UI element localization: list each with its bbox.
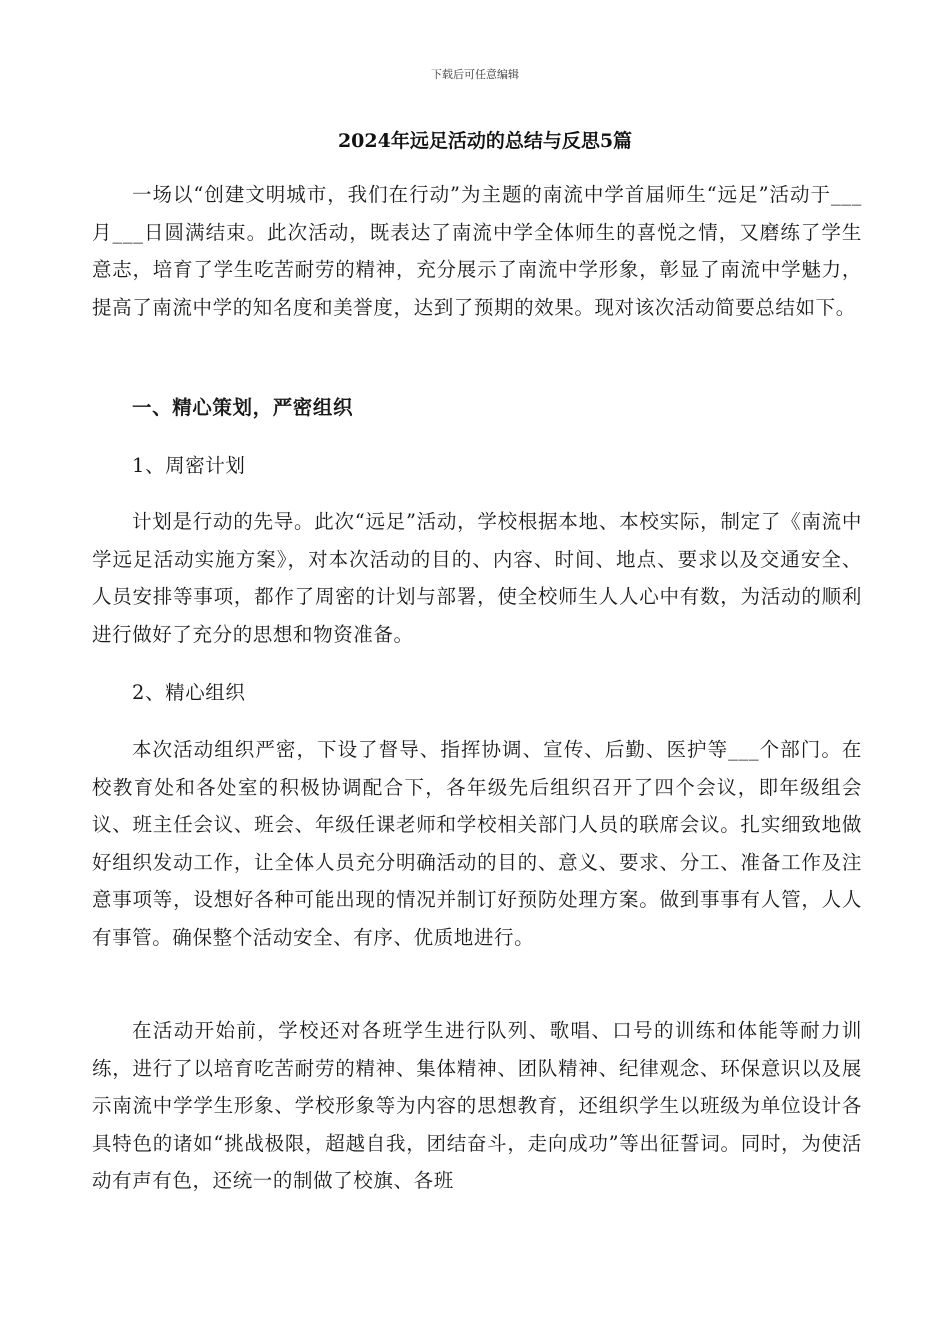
subheading-organize: 2、精心组织 bbox=[132, 681, 246, 704]
preparation-paragraph: 在活动开始前，学校还对各班学生进行队列、歌唱、口号的训练和体能等耐力训练，进行了以培育吃苦耐劳的精神、集体精神、团队精神、纪律观念、环保意识以及展示南流中学学生形象、学校形象等为内容的思想教育，还组织学生以班级为单位设计各具特色的诸如“挑战极限，超越自我，团结奋斗，走向成功”等出征誓词。同时，为使活动有声有色，还统一的制做了校旗、各班 bbox=[92, 1019, 862, 1192]
organize-paragraph: 本次活动组织严密，下设了督导、指挥协调、宣传、后勤、医护等___个部门。在校教育处和各处室的积极协调配合下，各年级先后组织召开了四个会议，即年级组会议、班主任会议、班会、年级任课老师和学校相关部门人员的联席会议。扎实细致地做好组织发动工作，让全体人员充分明确活动的目的、意义、要求、分工、准备工作及注意事项等，设想好各种可能出现的情况并制订好预防处理方案。做到事事有人管，人人有事管。确保整个活动安全、有序、优质地进行。 bbox=[92, 738, 862, 949]
subheading-plan: 1、周密计划 bbox=[132, 454, 246, 477]
document-title: 2024年远足活动的总结与反思5篇 bbox=[337, 130, 633, 152]
intro-paragraph: 一场以“创建文明城市，我们在行动”为主题的南流中学首届师生“远足”活动于___月___日圆满结束。此次活动，既表达了南流中学全体师生的喜悦之情，又磨练了学生意志，培育了学生吃苦耐劳的精神，充分展示了南流中学形象，彰显了南流中学魅力，提高了南流中学的知名度和美誉度，达到了预期的效果。现对该次活动简要总结如下。 bbox=[92, 183, 862, 319]
section-heading: 一、精心策划，严密组织 bbox=[132, 396, 354, 419]
plan-paragraph: 计划是行动的先导。此次“远足”活动，学校根据本地、本校实际，制定了《南流中学远足活动实施方案》，对本次活动的目的、内容、时间、地点、要求以及交通安全、人员安排等事项，都作了周密的计划与部署，使全校师生人人心中有数，为活动的顺利进行做好了充分的思想和物资准备。 bbox=[92, 510, 862, 646]
header-note: 下载后可任意编辑 bbox=[431, 68, 519, 81]
